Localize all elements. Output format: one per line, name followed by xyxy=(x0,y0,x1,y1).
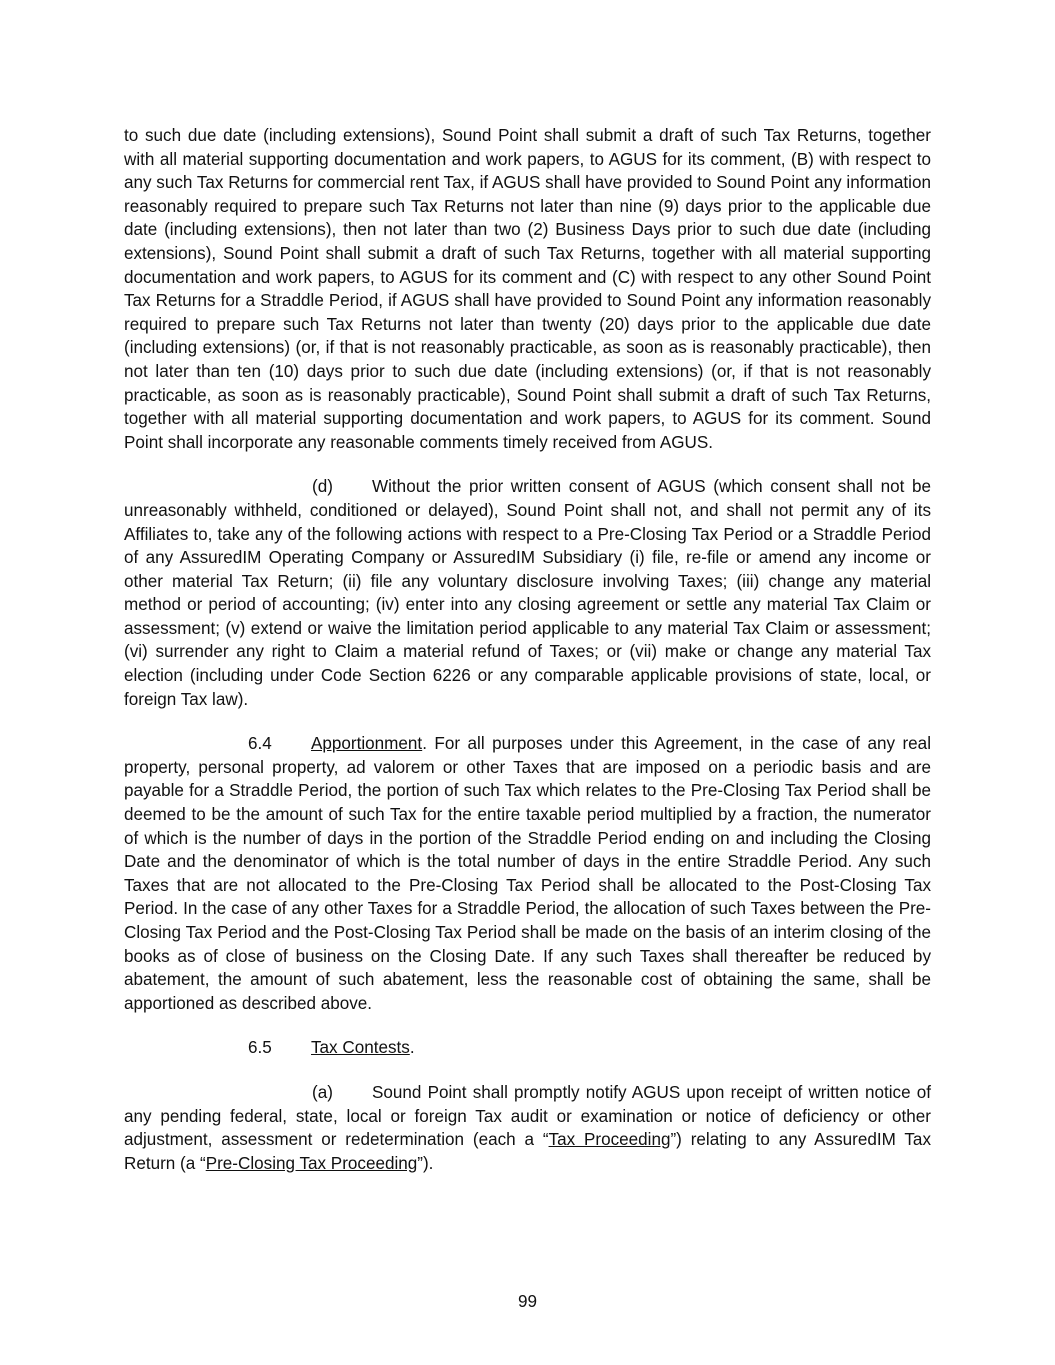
paragraph-d xyxy=(124,475,931,711)
section-6-5 xyxy=(124,1036,931,1060)
section-number-6-4: 6.4 xyxy=(248,734,272,754)
document-body xyxy=(124,124,931,1196)
clause-label-d: (d) xyxy=(312,477,333,497)
paragraph-a xyxy=(124,1081,931,1175)
section-number-6-5: 6.5 xyxy=(248,1038,272,1058)
paragraph-continuation: to such due date (including extensions), Sound Point shall submit a draft of such Tax Returns, together with all material supporting documentation and work papers, to AGUS for its comment, (B) with respect to any such Tax Returns for commercial rent Tax, if AGUS shall have provided to Sound Point any information reasonably required to prepare such Tax Returns not later than nine (9) days prior to the applicable due date (including extensions), then not later than two (2) Business Days prior to such due date (including extensions), Sound Point shall submit a draft of such Tax Returns, together with all material supporting documentation and work papers, to AGUS for its comment and (C) with respect to any other Sound Point Tax Returns for a Straddle Period, if AGUS shall have provided to Sound Point any information reasonably required to prepare such Tax Returns not later than twenty (20) days prior to the applicable due date (including extensions) (or, if that is not reasonably practicable, as soon as is reasonably practicable), then not later than ten (10) days prior to such due date (including extensions) (or, if that is not reasonably practicable, as soon as is reasonably practicable), Sound Point shall submit a draft of such Tax Returns, together with all material supporting documentation and work papers, to AGUS for its comment. Sound Point shall incorporate any reasonable comments timely received from AGUS. xyxy=(124,126,931,452)
section-heading-period: . xyxy=(409,1038,415,1058)
defined-term-tax-proceeding: Tax Proceeding xyxy=(548,1130,671,1150)
clause-text-d: Without the prior written consent of AGUS (which consent shall not be unreasonably withheld, conditioned or delayed), Sound Point shall not, and shall not permit any of its Affiliates to, take any of the following actions with respect to a Pre-Closing Tax Period or a Straddle Period of any AssuredIM Operating Company or AssuredIM Subsidiary (i) file, re-file or amend any income or other material Tax Return; (ii) file any voluntary disclosure involving Taxes; (iii) change any material method or period of accounting; (iv) enter into any closing agreement or settle any material Tax Claim or assessment; (v) extend or waive the limitation period applicable to any material Tax Claim or assessment; (vi) surrender any right to Claim a material refund of Taxes; or (vii) make or change any material Tax election (including under Code Section 6226 or any comparable applicable provisions of state, local, or foreign Tax law). xyxy=(124,477,931,709)
clause-label-a: (a) xyxy=(312,1082,333,1102)
section-text-6-4: . For all purposes under this Agreement, in the case of any real property, personal property, ad valorem or other Taxes that are imposed on a periodic basis and are payable for a Straddle Period, the portion of such Tax which relates to the Pre-Closing Tax Period shall be deemed to be the amount of such Tax for the entire taxable period multiplied by a fraction, the numerator of which is the number of days in the portion of the Straddle Period ending on and including the Closing Date and the denominator of which is the total number of days in the entire Straddle Period. Any such Taxes that are not allocated to the Pre-Closing Tax Period shall be allocated to the Post-Closing Tax Period. In the case of any other Taxes for a Straddle Period, the allocation of such Taxes between the Pre-Closing Tax Period and the Post-Closing Tax Period shall be made on the basis of an interim closing of the books as of close of business on the Closing Date. If any such Taxes shall thereafter be reduced by abatement, the amount of such abatement, less the reasonable cost of obtaining the same, shall be apportioned as described above. xyxy=(124,734,931,1013)
section-heading-apportionment: Apportionment xyxy=(311,734,423,754)
section-6-4 xyxy=(124,732,931,1015)
clause-text-a-2: ”) relating to any AssuredIM Tax Return (a “ xyxy=(124,1130,931,1173)
defined-term-pre-closing-tax-proceeding: Pre-Closing Tax Proceeding xyxy=(205,1153,418,1173)
clause-text-a-3: ”). xyxy=(417,1153,434,1173)
clause-text-a-1: Sound Point shall promptly notify AGUS upon receipt of written notice of any pending federal, state, local or foreign Tax audit or examination or notice of deficiency or other adjustment, assessment or redetermination (each a “ xyxy=(124,1082,931,1150)
section-heading-tax-contests: Tax Contests xyxy=(311,1038,410,1058)
page-number: 99 xyxy=(517,1292,537,1311)
